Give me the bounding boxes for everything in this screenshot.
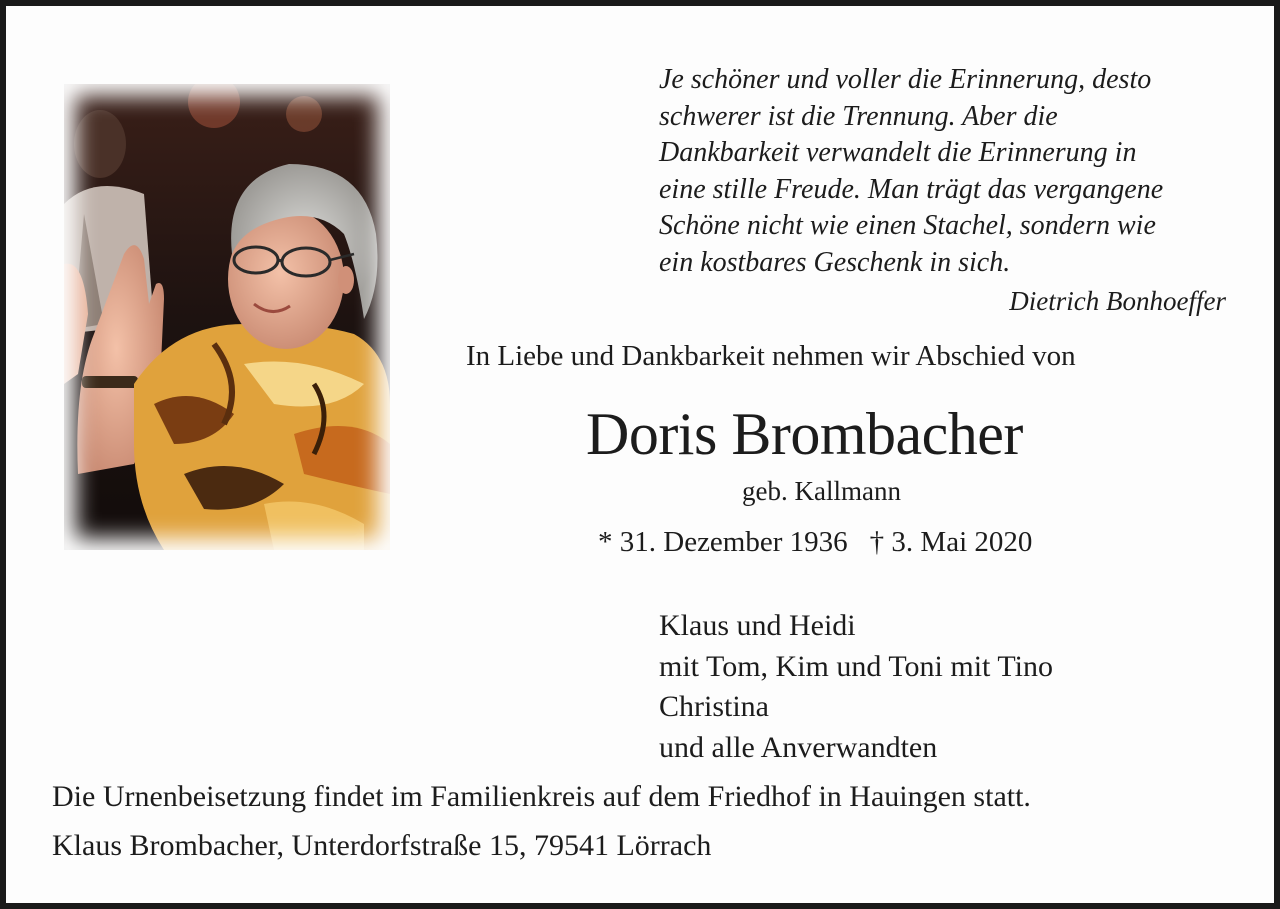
contact-address: Klaus Brombacher, Unterdorfstraße 15, 79541 Lörrach <box>52 829 712 862</box>
mourner-line: mit Tom, Kim und Toni mit Tino <box>659 649 1053 683</box>
mourners-list <box>659 606 1053 768</box>
quote-line: Dankbarkeit verwandelt die Erinnerung in <box>659 137 1137 168</box>
mourner-line: Klaus und Heidi <box>659 609 856 642</box>
quote-line: schwerer ist die Trennung. Aber die <box>659 100 1058 132</box>
portrait-photo <box>64 84 390 550</box>
bonhoeffer-quote <box>659 62 1259 281</box>
birth-date: * 31. Dezember 1936 <box>598 526 848 558</box>
mourner-line: Christina <box>659 690 769 723</box>
quote-line: ein kostbares Geschenk in sich. <box>659 246 1011 278</box>
death-date: † 3. Mai 2020 <box>869 526 1033 558</box>
life-dates <box>598 526 1032 559</box>
farewell-intro: In Liebe und Dankbarkeit nehmen wir Abschied von <box>466 340 1076 372</box>
quote-author: Dietrich Bonhoeffer <box>1009 286 1226 316</box>
deceased-name: Doris Brombacher <box>586 401 1023 467</box>
quote-line: eine stille Freude. Man trägt das vergangene <box>659 173 1164 205</box>
quote-line: Schöne nicht wie einen Stachel, sondern wie <box>659 210 1156 241</box>
quote-line: Je schöner und voller die Erinnerung, desto <box>659 64 1152 95</box>
mourner-line: und alle Anverwandten <box>659 730 938 764</box>
maiden-name: geb. Kallmann <box>742 476 901 506</box>
burial-note: Die Urnenbeisetzung findet im Familienkreis auf dem Friedhof in Hauingen statt. <box>52 780 1031 813</box>
